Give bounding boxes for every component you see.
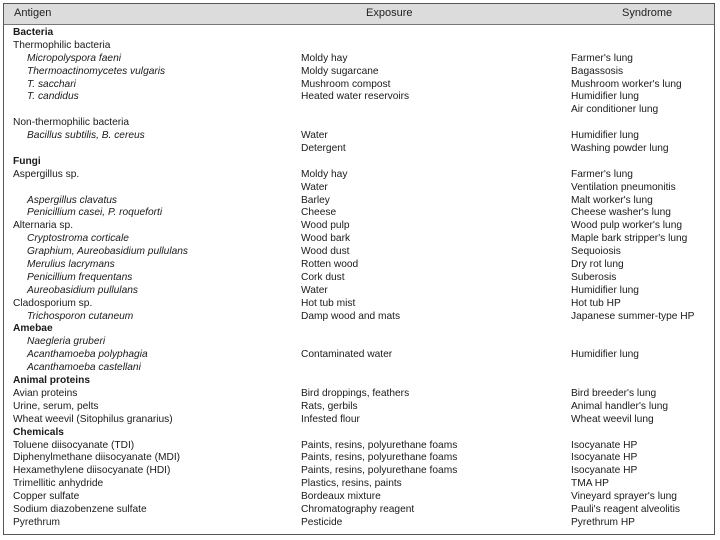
exposure-cell: Bordeaux mixture: [301, 491, 381, 503]
table-row: [4, 414, 714, 427]
table-row: [4, 169, 714, 182]
exposure-cell: Paints, resins, polyurethane foams: [301, 439, 458, 451]
antigen-cell: T. sacchari: [27, 78, 76, 90]
exposure-cell: Rotten wood: [301, 259, 359, 271]
exposure-cell: Wood bark: [301, 233, 351, 245]
table-row: [4, 156, 714, 169]
syndrome-cell: Hot tub HP: [571, 297, 621, 309]
exposure-cell: Water: [301, 181, 328, 193]
exposure-cell: Wood pulp: [301, 220, 350, 232]
antigen-cell: Naegleria gruberi: [27, 336, 106, 348]
category-label: Chemicals: [13, 426, 64, 438]
exposure-cell: Water: [301, 130, 328, 142]
exposure-cell: Moldy hay: [301, 168, 348, 180]
syndrome-cell: Cheese washer's lung: [571, 207, 671, 219]
antigen-cell: Avian proteins: [13, 387, 78, 399]
category-label: Animal proteins: [13, 375, 90, 387]
exposure-cell: Paints, resins, polyurethane foams: [301, 452, 458, 464]
antigen-cell: Merulius lacrymans: [27, 259, 115, 271]
antigen-cell: Bacillus subtilis, B. cereus: [27, 130, 145, 142]
table-row: [4, 311, 714, 324]
table-row: [4, 440, 714, 453]
table-row: [4, 349, 714, 362]
exposure-cell: Heated water reservoirs: [301, 91, 410, 103]
antigen-cell: Toluene diisocyanate (TDI): [13, 439, 135, 451]
exposure-cell: Detergent: [301, 143, 346, 155]
exposure-cell: Moldy sugarcane: [301, 65, 379, 77]
exposure-cell: Plastics, resins, paints: [301, 478, 402, 490]
antigen-cell: Trichosporon cutaneum: [27, 310, 134, 322]
syndrome-cell: Suberosis: [571, 271, 617, 283]
table-row: [4, 53, 714, 66]
table-row: [4, 40, 714, 53]
exposure-cell: Mushroom compost: [301, 78, 391, 90]
syndrome-cell: Farmer's lung: [571, 52, 633, 64]
exposure-cell: Cheese: [301, 207, 337, 219]
exposure-cell: Chromatography reagent: [301, 503, 415, 515]
column-header-exposure: Exposure: [366, 7, 413, 19]
table-row: [4, 388, 714, 401]
table-row: [4, 79, 714, 92]
exposure-cell: Cork dust: [301, 271, 345, 283]
antigen-cell: Trimellitic anhydride: [13, 478, 104, 490]
antigen-cell: Hexamethylene diisocyanate (HDI): [13, 465, 171, 477]
syndrome-cell: Farmer's lung: [571, 168, 633, 180]
antigen-cell: Thermophilic bacteria: [13, 39, 111, 51]
antigen-cell: Penicillium casei, P. roqueforti: [27, 207, 163, 219]
table-row: [4, 478, 714, 491]
antigen-cell: Graphium, Aureobasidium pullulans: [27, 246, 189, 258]
antigen-cell: Acanthamoeba polyphagia: [27, 349, 148, 361]
table-row: [4, 427, 714, 440]
table-row: [4, 298, 714, 311]
category-label: Amebae: [13, 323, 53, 335]
exposure-cell: Barley: [301, 194, 330, 206]
table-row: [4, 336, 714, 349]
syndrome-cell: Washing powder lung: [571, 143, 669, 155]
table-row: [4, 143, 714, 156]
antigen-cell: Penicillium frequentans: [27, 271, 133, 283]
syndrome-cell: TMA HP: [571, 478, 609, 490]
table-row: [4, 362, 714, 375]
antigen-cell: Alternaria sp.: [13, 220, 74, 232]
syndrome-cell: Animal handler's lung: [571, 400, 669, 412]
table-row: [4, 259, 714, 272]
syndrome-cell: Dry rot lung: [571, 259, 624, 271]
syndrome-cell: Pyrethrum HP: [571, 516, 635, 528]
syndrome-cell: Vineyard sprayer's lung: [571, 491, 677, 503]
antigen-cell: Micropolyspora faeni: [27, 52, 121, 64]
antigen-cell: Sodium diazobenzene sulfate: [13, 503, 147, 515]
syndrome-cell: Sequoiosis: [571, 246, 621, 258]
syndrome-cell: Humidifier lung: [571, 349, 639, 361]
exposure-cell: Damp wood and mats: [301, 310, 401, 322]
table-row: [4, 182, 714, 195]
syndrome-cell: Wheat weevil lung: [571, 413, 654, 425]
antigen-cell: Cladosporium sp.: [13, 297, 93, 309]
antigen-cell: Pyrethrum: [13, 516, 60, 528]
exposure-cell: Rats, gerbils: [301, 400, 358, 412]
antigen-cell: Aspergillus sp.: [13, 168, 80, 180]
antigen-cell: Aspergillus clavatus: [27, 194, 118, 206]
syndrome-cell: Isocyanate HP: [571, 439, 638, 451]
table-row: [4, 207, 714, 220]
syndrome-cell: Pauli's reagent alveolitis: [571, 503, 680, 515]
antigen-cell: Urine, serum, pelts: [13, 400, 99, 412]
syndrome-cell: Isocyanate HP: [571, 465, 638, 477]
exposure-cell: Bird droppings, feathers: [301, 387, 410, 399]
table-row: [4, 285, 714, 298]
table-row: [4, 452, 714, 465]
antigen-cell: Copper sulfate: [13, 491, 80, 503]
antigen-cell: Aureobasidium pullulans: [27, 284, 138, 296]
syndrome-cell: Humidifier lung: [571, 130, 639, 142]
exposure-cell: Moldy hay: [301, 52, 348, 64]
category-label: Fungi: [13, 155, 41, 167]
table-row: [4, 323, 714, 336]
syndrome-cell: Malt worker's lung: [571, 194, 653, 206]
exposure-cell: Infested flour: [301, 413, 360, 425]
column-header-syndrome: Syndrome: [622, 7, 673, 19]
syndrome-cell: Isocyanate HP: [571, 452, 638, 464]
table-body: [4, 27, 714, 530]
antigen-cell: Acanthamoeba castellani: [27, 362, 141, 374]
exposure-cell: Paints, resins, polyurethane foams: [301, 465, 458, 477]
table-row: [4, 91, 714, 104]
table-row: [4, 104, 714, 117]
table-header: [4, 4, 714, 25]
syndrome-cell: Wood pulp worker's lung: [571, 220, 683, 232]
table-row: [4, 491, 714, 504]
syndrome-cell: Maple bark stripper's lung: [571, 233, 688, 245]
antigen-cell: Cryptostroma corticale: [27, 233, 129, 245]
syndrome-cell: Mushroom worker's lung: [571, 78, 682, 90]
syndrome-cell: Bird breeder's lung: [571, 387, 657, 399]
table-row: [4, 375, 714, 388]
antigen-cell: Wheat weevil (Sitophilus granarius): [13, 413, 173, 425]
exposure-cell: Pesticide: [301, 516, 343, 528]
syndrome-cell: Japanese summer-type HP: [571, 310, 695, 322]
table-row: [4, 66, 714, 79]
antigen-cell: Diphenylmethane diisocyanate (MDI): [13, 452, 181, 464]
table-row: [4, 117, 714, 130]
syndrome-cell: Bagassosis: [571, 65, 624, 77]
antigen-cell: Thermoactinomycetes vulgaris: [27, 65, 166, 77]
column-header-antigen: Antigen: [14, 7, 52, 19]
exposure-cell: Contaminated water: [301, 349, 393, 361]
exposure-cell: Water: [301, 284, 328, 296]
exposure-cell: Hot tub mist: [301, 297, 356, 309]
exposure-cell: Wood dust: [301, 246, 350, 258]
table-row: [4, 465, 714, 478]
table-row: [4, 233, 714, 246]
syndrome-cell: Air conditioner lung: [571, 104, 659, 116]
syndrome-cell: Humidifier lung: [571, 91, 639, 103]
table-row: [4, 401, 714, 414]
syndrome-cell: Ventilation pneumonitis: [571, 181, 676, 193]
antigen-cell: T. candidus: [27, 91, 79, 103]
table-row: [4, 246, 714, 259]
table-row: [4, 130, 714, 143]
category-label: Bacteria: [13, 27, 54, 38]
table-row: [4, 195, 714, 208]
table-row: [4, 504, 714, 517]
table-row: [4, 517, 714, 530]
table-row: [4, 27, 714, 40]
table-row: [4, 220, 714, 233]
syndrome-cell: Humidifier lung: [571, 284, 639, 296]
table-row: [4, 272, 714, 285]
antigen-cell: Non-thermophilic bacteria: [13, 117, 130, 129]
